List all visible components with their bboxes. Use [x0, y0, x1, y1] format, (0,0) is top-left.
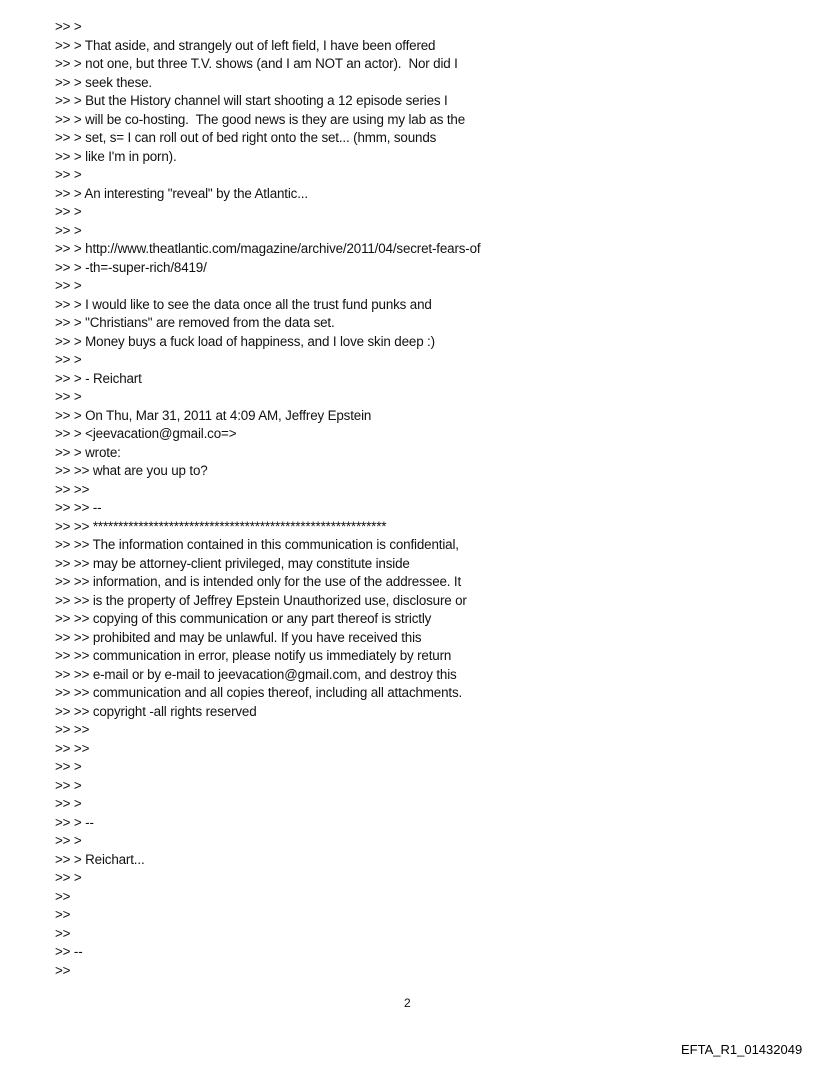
- email-line: >> >> may be attorney-client privileged, may constitute inside: [55, 555, 410, 571]
- email-line: >> > set, s= I can roll out of bed right onto the set... (hmm, sounds: [55, 130, 437, 145]
- email-line: >> > Reichart...: [55, 851, 145, 867]
- email-line: >> >> information, and is intended only for the use of the addressee. It: [55, 574, 462, 589]
- email-line: >> --: [55, 944, 83, 959]
- email-line: >>: [55, 907, 71, 922]
- bates-number: EFTA_R1_01432049: [681, 1042, 803, 1057]
- email-line: >> >: [55, 352, 82, 367]
- email-line: >> >: [55, 204, 82, 219]
- email-line: >> >: [55, 222, 82, 238]
- email-line: >> > On Thu, Mar 31, 2011 at 4:09 AM, Jeffrey Epstein: [55, 407, 372, 423]
- email-line: >> > An interesting "reveal" by the Atlantic...: [55, 185, 308, 201]
- email-line: >> > I would like to see the data once all the trust fund punks and: [55, 296, 432, 312]
- email-line: >> > will be co-hosting. The good news is they are using my lab as the: [55, 111, 466, 127]
- email-line: >> >: [55, 833, 82, 848]
- email-line: >> > -th=-super-rich/8419/: [55, 259, 207, 275]
- email-line: >> >> The information contained in this communication is confidential,: [55, 537, 459, 552]
- email-line: >> > not one, but three T.V. shows (and I am NOT an actor). Nor did I: [55, 56, 458, 71]
- email-line: >> >> --: [55, 500, 102, 515]
- email-line: >> > --: [55, 814, 94, 830]
- email-line: >>: [55, 888, 71, 904]
- email-line: >> >>: [55, 481, 90, 497]
- email-line: >> > <jeevacation@gmail.co=>: [55, 426, 237, 441]
- email-line: >> >: [55, 759, 82, 774]
- email-line: >> >> copyright -all rights reserved: [55, 703, 257, 719]
- email-line: >> >: [55, 19, 82, 34]
- email-line: >>: [55, 925, 71, 941]
- email-line: >> > "Christians" are removed from the data set.: [55, 315, 335, 330]
- email-line: >> >> **********************************************************: [55, 518, 387, 534]
- email-line: >> > That aside, and strangely out of left field, I have been offered: [55, 37, 436, 53]
- email-line: >> > like I'm in porn).: [55, 148, 177, 164]
- email-line: >> > But the History channel will start shooting a 12 episode series I: [55, 93, 448, 108]
- email-line: >> > http://www.theatlantic.com/magazine/archive/2011/04/secret-fears-of: [55, 241, 481, 256]
- email-line: >> > - Reichart: [55, 370, 142, 386]
- email-line: >> > wrote:: [55, 444, 121, 460]
- email-line: >> >: [55, 870, 82, 885]
- email-line: >> >: [55, 278, 82, 293]
- page-number: 2: [404, 996, 411, 1010]
- email-line: >> >> what are you up to?: [55, 463, 208, 478]
- email-line: >> > seek these.: [55, 74, 152, 90]
- email-line: >> >> prohibited and may be unlawful. If you have received this: [55, 629, 422, 645]
- email-line: >> >> communication and all copies thereof, including all attachments.: [55, 685, 463, 700]
- email-line: >> >: [55, 796, 82, 811]
- email-line: >> >: [55, 167, 82, 182]
- email-line: >> >> communication in error, please notify us immediately by return: [55, 648, 452, 663]
- email-line: >>: [55, 962, 71, 978]
- email-line: >> >>: [55, 740, 90, 756]
- email-line: >> >> e-mail or by e-mail to jeevacation@gmail.com, and destroy this: [55, 666, 457, 682]
- email-line: >> >> copying of this communication or any part thereof is strictly: [55, 611, 432, 626]
- email-line: >> > Money buys a fuck load of happiness, and I love skin deep :): [55, 333, 435, 349]
- email-line: >> >: [55, 777, 82, 793]
- email-line: >> >>: [55, 722, 90, 737]
- email-line: >> >: [55, 389, 82, 404]
- email-line: >> >> is the property of Jeffrey Epstein Unauthorized use, disclosure or: [55, 592, 467, 608]
- email-body: [55, 18, 481, 980]
